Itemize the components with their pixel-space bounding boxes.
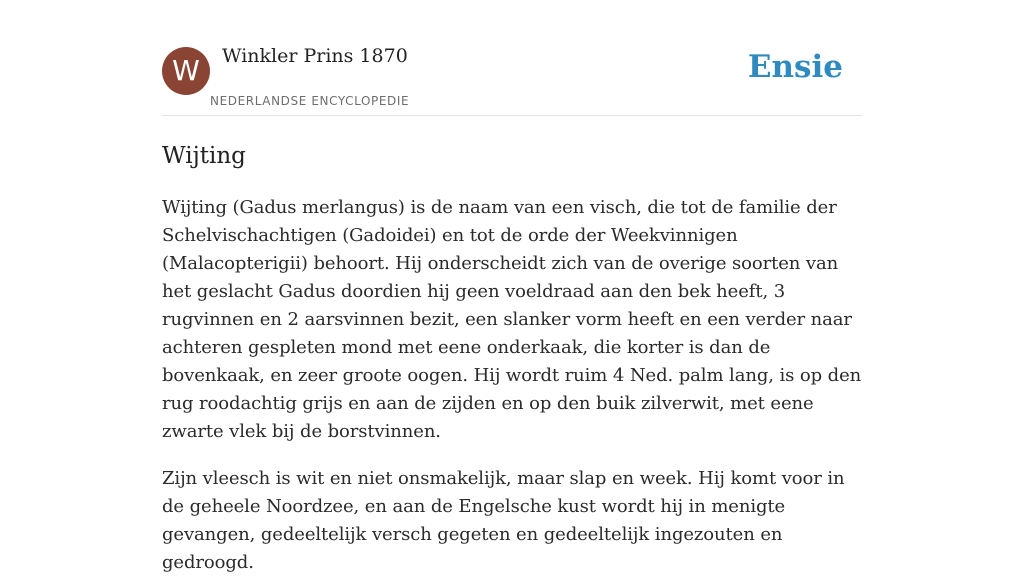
article-body: [162, 194, 862, 577]
content-container: [162, 0, 862, 577]
article-paragraph: Zijn vleesch is wit en niet onsmakelijk, maar slap en week. Hij komt voor in de geheele Noordzee, en aan de Engelsche kust wordt hij in menigte gevangen, gedeeltelijk versch gegeten en gedeeltelijk ingezouten en gedroogd.: [162, 468, 845, 573]
source-title-link[interactable]: Winkler Prins 1870: [222, 45, 408, 67]
source-subtitle: NEDERLANDSE ENCYCLOPEDIE: [210, 94, 410, 108]
source-header: [162, 0, 862, 116]
ensie-logo-link[interactable]: Ensie: [747, 49, 843, 85]
article-title: Wijting: [162, 143, 246, 169]
article-paragraph: Wijting (Gadus merlangus) is de naam van een visch, die tot de familie der Schelvischachtigen (Gadoidei) en tot de orde der Weekvinnigen (Malacopterigii) behoort. Hij onderscheidt zich van de overige soorten van het geslacht Gadus doordien hij geen voeldraad aan den bek heeft, 3 rugvinnen en 2 aarsvinnen bezit, een slanker vorm heeft en een verder naar achteren gespleten mond met eene onderkaak, die korter is dan de bovenkaak, en zeer groote oogen. Hij wordt ruim 4 Ned. palm lang, is op den rug roodachtig grijs en aan de zijden en op den buik zilverwit, met eene zwarte vlek bij de borstvinnen.: [162, 197, 862, 442]
source-avatar[interactable]: W: [162, 47, 210, 95]
